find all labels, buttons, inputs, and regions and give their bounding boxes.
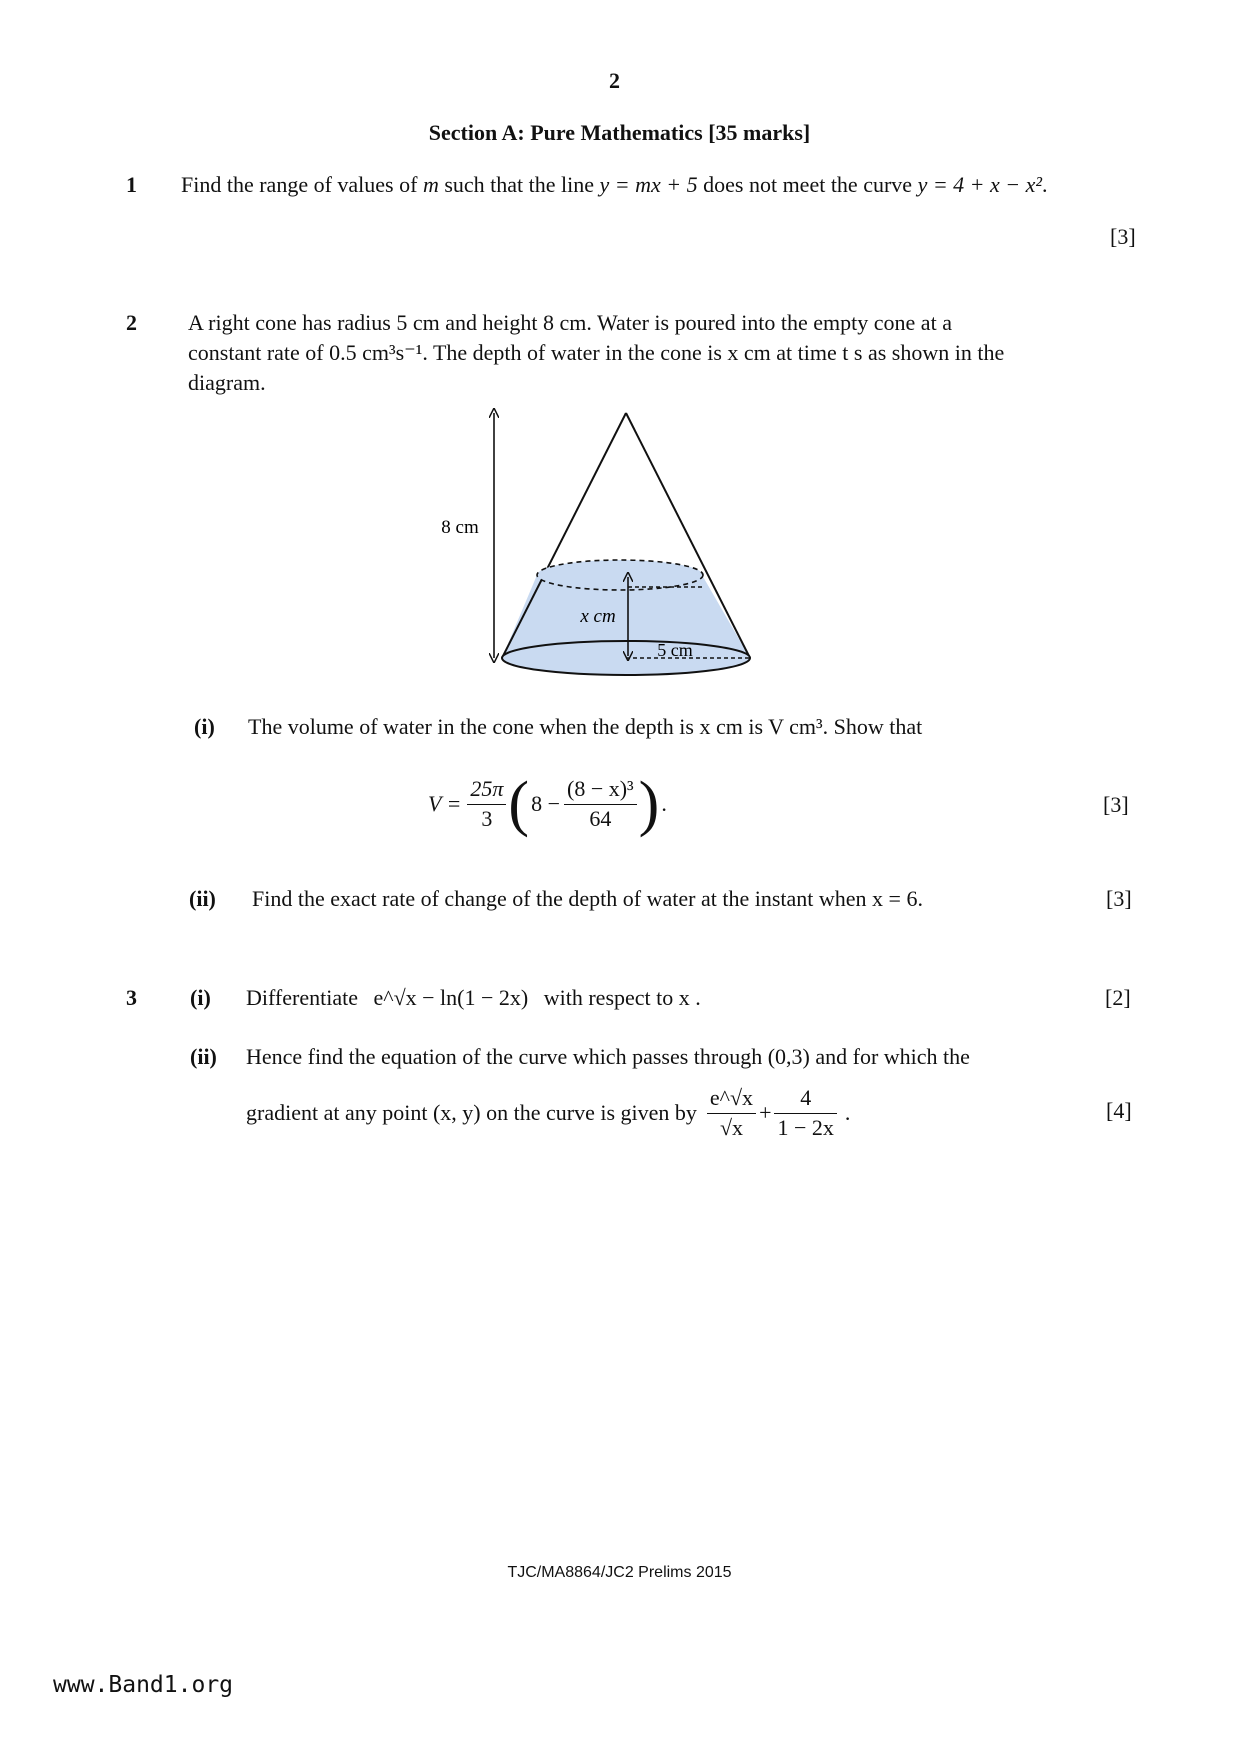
formula-inner-den: 64 xyxy=(589,805,612,831)
q3-i-text xyxy=(246,985,1066,1011)
q2-i-formula xyxy=(428,768,667,840)
q1-var-m: m xyxy=(422,172,439,197)
q2-i-label: (i) xyxy=(194,714,215,739)
q3-ii-fraction-1 xyxy=(707,1086,756,1139)
cone-diagram xyxy=(400,395,780,685)
formula-inner-fraction xyxy=(564,777,637,830)
q1-marks: [3] xyxy=(1110,224,1136,249)
q1-text xyxy=(181,172,1141,198)
q3-ii-end: . xyxy=(844,1100,851,1125)
watermark-link[interactable]: www.Band1.org xyxy=(53,1672,234,1698)
q2-ii-marks: [3] xyxy=(1106,886,1132,911)
formula-fraction xyxy=(467,777,506,830)
formula-fraction-den: 3 xyxy=(481,805,493,831)
q3-i-label: (i) xyxy=(190,985,211,1010)
q3-ii-fraction-1-num: e^√x xyxy=(707,1086,756,1113)
q2-intro-line-3: diagram. xyxy=(188,370,266,395)
q1-text-mid: such that the line xyxy=(444,172,595,197)
q1-end: . xyxy=(1042,172,1048,197)
q1-number: 1 xyxy=(126,172,137,197)
formula-inner-a: 8 − xyxy=(531,791,560,816)
section-title: Section A: Pure Mathematics [35 marks] xyxy=(428,120,811,145)
q3-i-text-pre: Differentiate xyxy=(246,985,358,1010)
q2-intro-line-1: A right cone has radius 5 cm and height 8 cm. Water is poured into the empty cone at a xyxy=(188,310,952,335)
depth-label: x cm xyxy=(580,606,616,627)
q3-ii-label: (ii) xyxy=(190,1044,217,1069)
radius-label: 5 cm xyxy=(657,640,693,660)
q3-ii-fraction-2-num: 4 xyxy=(774,1086,836,1113)
q2-intro-line-2: constant rate of 0.5 cm³s⁻¹. The depth of water in the cone is x cm at time t s as shown in the xyxy=(188,340,1005,365)
formula-end: . xyxy=(661,791,667,816)
water-surface xyxy=(537,560,703,590)
q3-ii-fraction-2-den: 1 − 2x xyxy=(777,1114,834,1140)
q2-i-text: The volume of water in the cone when the depth is x cm is V cm³. Show that xyxy=(248,714,923,739)
q1-curve-equation: y = 4 + x − x² xyxy=(917,172,1042,197)
page-number: 2 xyxy=(609,68,620,93)
formula-fraction-num: 25π xyxy=(467,777,506,804)
formula-lhs: V = xyxy=(428,791,462,816)
height-label: 8 cm xyxy=(441,517,479,538)
q3-ii-plus: + xyxy=(759,1100,772,1125)
q1-text-post: does not meet the curve xyxy=(703,172,913,197)
footer-code: TJC/MA8864/JC2 Prelims 2015 xyxy=(507,1564,732,1581)
q2-number: 2 xyxy=(126,310,137,335)
q3-ii-line-1: Hence find the equation of the curve which passes through (0,3) and for which the xyxy=(246,1044,970,1069)
q2-i-marks: [3] xyxy=(1103,792,1129,817)
q2-ii-label: (ii) xyxy=(189,886,216,911)
q2-ii-text: Find the exact rate of change of the depth of water at the instant when x = 6. xyxy=(252,886,923,911)
formula-paren-left: ( xyxy=(508,770,530,838)
q3-ii-marks: [4] xyxy=(1106,1098,1132,1123)
q3-number: 3 xyxy=(126,985,137,1010)
q3-ii-fraction-1-den: √x xyxy=(719,1114,744,1140)
q3-i-marks: [2] xyxy=(1105,985,1131,1010)
q3-i-expression: e^√x − ln(1 − 2x) xyxy=(373,985,529,1010)
q3-ii-line-2-text: gradient at any point (x, y) on the curve is given by xyxy=(246,1100,697,1125)
q3-ii-fraction-2 xyxy=(774,1086,836,1139)
q3-ii-line-2 xyxy=(246,1080,850,1146)
formula-inner-num: (8 − x)³ xyxy=(564,777,637,804)
q1-line-equation: y = mx + 5 xyxy=(599,172,698,197)
q1-text-pre: Find the range of values of xyxy=(181,172,418,197)
formula-paren-right: ) xyxy=(638,770,660,838)
q3-i-text-post: with respect to x . xyxy=(543,985,701,1010)
